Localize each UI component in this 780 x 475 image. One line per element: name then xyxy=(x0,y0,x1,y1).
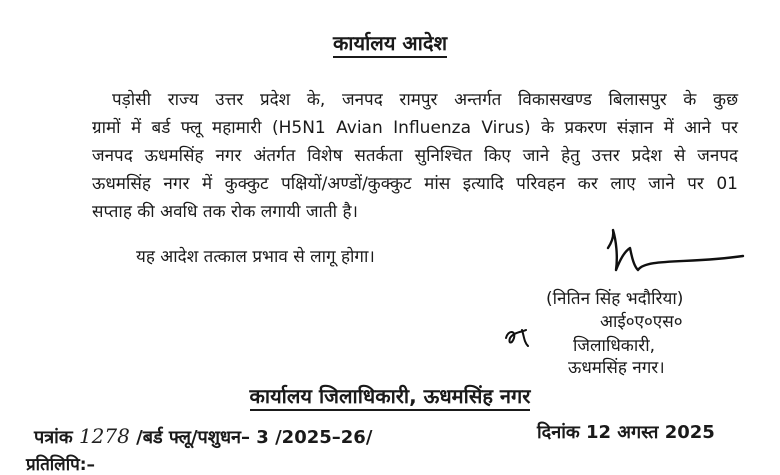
office-heading xyxy=(0,382,780,409)
effect-statement: यह आदेश तत्काल प्रभाव से लागू होगा। xyxy=(136,247,375,267)
order-title xyxy=(0,29,780,56)
body-line-2: ग्रामों में बर्ड फ्लू महामारी (H5N1 Avian Influenza Virus) के प्रकरण संज्ञान में आने पर xyxy=(92,118,738,138)
office-heading-text: कार्यालय जिलाधिकारी, ऊधमसिंह नगर xyxy=(250,384,531,411)
order-date: दिनांक 12 अगस्त 2025 xyxy=(537,422,715,443)
body-line-5: सप्ताह की अवधि तक रोक लगायी जाती है। xyxy=(92,202,358,222)
copy-to-label: प्रतिलिपि:– xyxy=(26,455,96,475)
order-body-paragraph xyxy=(92,86,738,226)
handwritten-signature xyxy=(598,218,748,278)
signatory-name: (नितिन सिंह भदौरिया) xyxy=(546,289,684,309)
signatory-district: ऊधमसिंह नगर। xyxy=(568,358,665,378)
signatory-service: आई०ए०एस० xyxy=(600,312,683,332)
reference-number xyxy=(34,424,372,449)
order-title-text: कार्यालय आदेश xyxy=(333,31,447,58)
body-line-4: ऊधमसिंह नगर में कुक्कुट पक्षियों/अण्डों/कुक्कुट मांस इत्यादि परिवहन कर लाए जाने पर 01 xyxy=(92,174,738,194)
reference-number-handwritten: 1278 xyxy=(78,424,130,448)
body-line-1: पड़ोसी राज्य उत्तर प्रदेश के, जनपद रामपुर अन्तर्गत विकासखण्ड बिलासपुर के कुछ xyxy=(112,90,738,110)
reference-suffix: /बर्ड फ्लू/पशुधन– 3 /2025–26/ xyxy=(136,427,373,448)
reference-prefix: पत्रांक xyxy=(34,427,73,448)
body-line-3: जनपद ऊधमसिंह नगर अंतर्गत विशेष सतर्कता सुनिश्चित किए जाने हेतु उत्तर प्रदेश से जनपद xyxy=(92,146,738,166)
handwritten-initial xyxy=(502,324,532,350)
signatory-designation: जिलाधिकारी, xyxy=(573,336,656,356)
